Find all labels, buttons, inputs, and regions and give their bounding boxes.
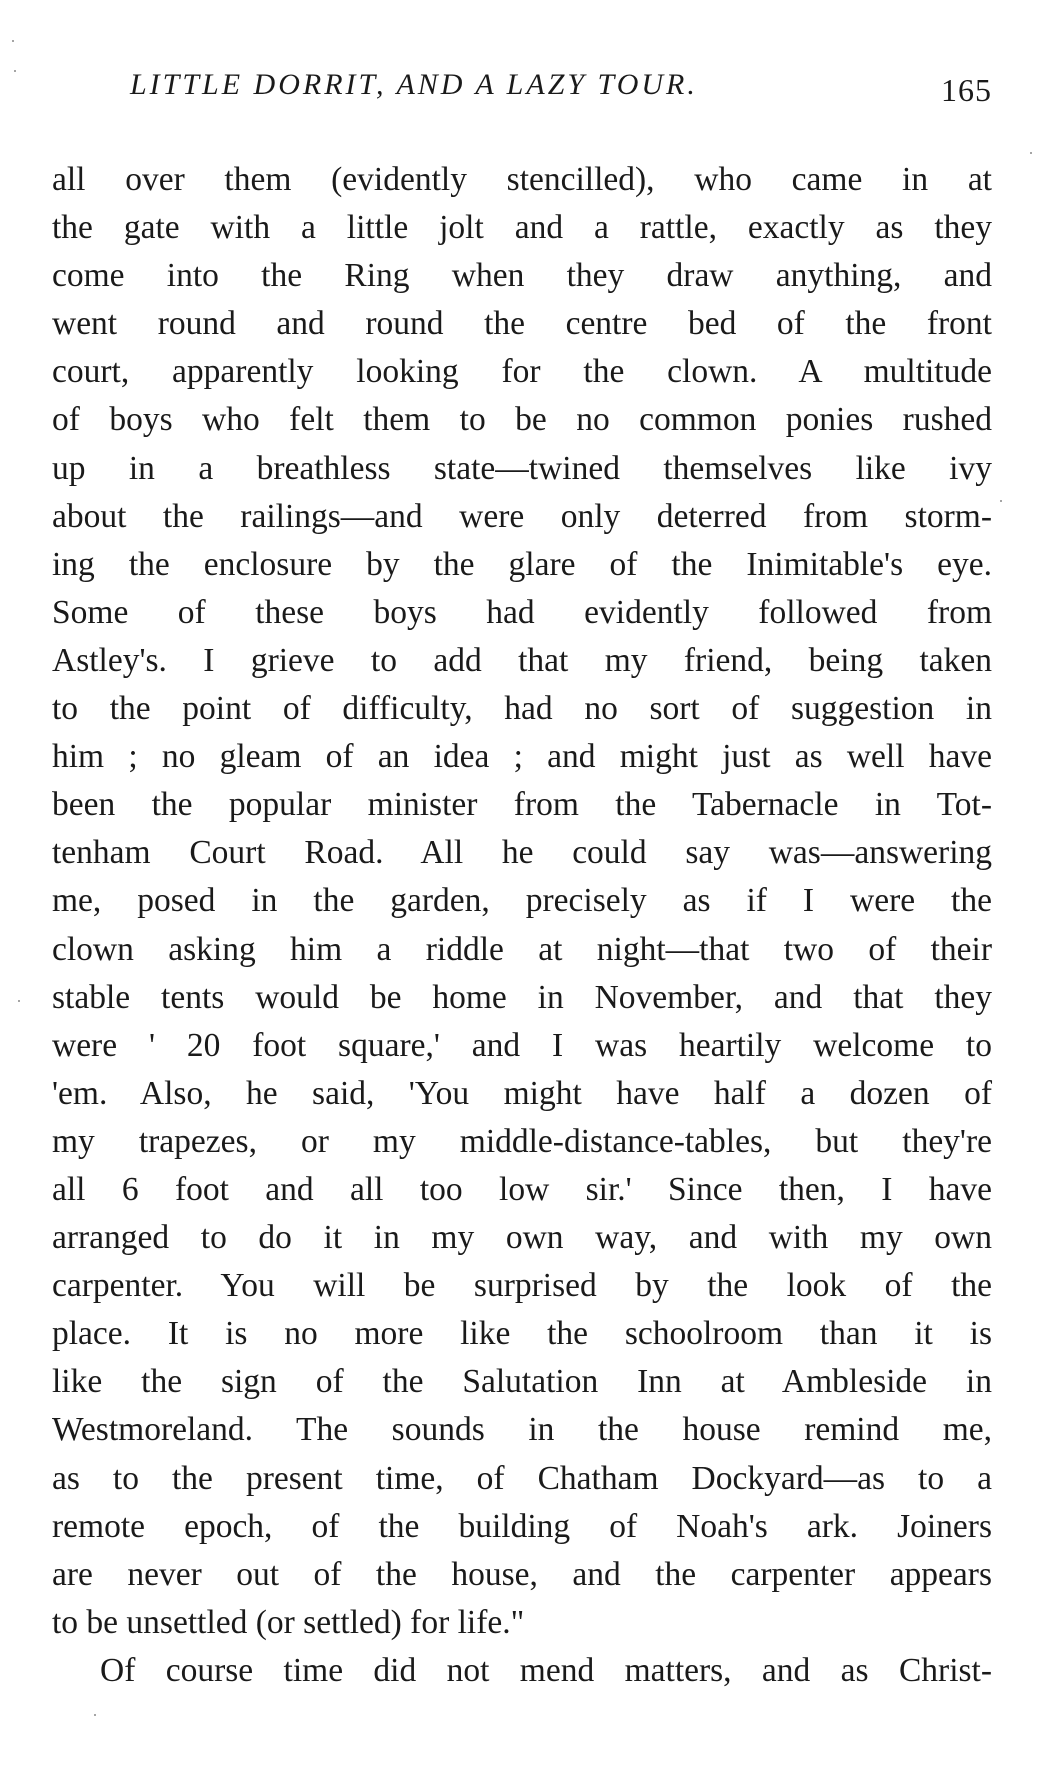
paper-speck [12,40,14,42]
text-line: stable tents would be home in November, and that they [52,978,992,1016]
paper-speck [14,70,16,72]
text-line: my trapezes, or my middle-distance-tables, but they're [52,1122,992,1160]
text-line: all over them (evidently stencilled), who came in at [52,161,992,198]
text-line: been the popular minister from the Tabernacle in Tot- [52,786,992,824]
running-title: LITTLE DORRIT, AND A LAZY TOUR. [130,68,698,101]
text-line: court, apparently looking for the clown. A multitude [52,353,992,391]
text-line: are never out of the house, and the carpenter appears [52,1555,992,1593]
page-header [130,68,992,108]
text-line: ing the enclosure by the glare of the Inimitable's eye. [52,545,992,583]
page-number: 165 [941,72,992,108]
text-line: carpenter. You will be surprised by the look of the [52,1267,992,1305]
text-line: up in a breathless state—twined themselves like ivy [52,449,992,487]
text-line: arranged to do it in my own way, and with my own [52,1219,992,1257]
text-line: come into the Ring when they draw anything, and [52,257,992,295]
text-line: all 6 foot and all too low sir.' Since then, I have [52,1170,992,1208]
text-line: the gate with a little jolt and a rattle, exactly as they [52,209,992,247]
text-line: as to the present time, of Chatham Dockyard—as to a [52,1459,992,1497]
paper-speck [94,1714,96,1716]
text-line: clown asking him a riddle at night—that two of their [52,930,992,968]
text-line: him ; no gleam of an idea ; and might just as well have [52,738,992,776]
body-text [52,156,992,1695]
text-line: about the railings—and were only deterred from storm- [52,497,992,535]
text-line: me, posed in the garden, precisely as if I were the [52,882,992,920]
text-line: tenham Court Road. All he could say was—answering [52,834,992,872]
text-line: Astley's. I grieve to add that my friend, being taken [52,641,992,679]
text-line: place. It is no more like the schoolroom than it is [52,1315,992,1353]
text-line: Westmoreland. The sounds in the house remind me, [52,1411,992,1449]
paragraph-end-line: to be unsettled (or settled) for life." [52,1603,525,1641]
paragraph-start-line: Of course time did not mend matters, and as Christ- [100,1651,992,1689]
text-line: of boys who felt them to be no common ponies rushed [52,401,992,439]
paper-speck [1030,152,1032,154]
paper-speck [1000,500,1002,502]
text-line: were ' 20 foot square,' and I was heartily welcome to [52,1026,992,1064]
text-line: like the sign of the Salutation Inn at Ambleside in [52,1363,992,1401]
text-line: Some of these boys had evidently followed from [52,593,992,631]
text-line: to the point of difficulty, had no sort of suggestion in [52,690,992,728]
text-line: remote epoch, of the building of Noah's ark. Joiners [52,1507,992,1545]
text-line: went round and round the centre bed of the front [52,305,992,343]
paper-speck [18,1000,20,1002]
text-line: 'em. Also, he said, 'You might have half a dozen of [52,1074,992,1112]
